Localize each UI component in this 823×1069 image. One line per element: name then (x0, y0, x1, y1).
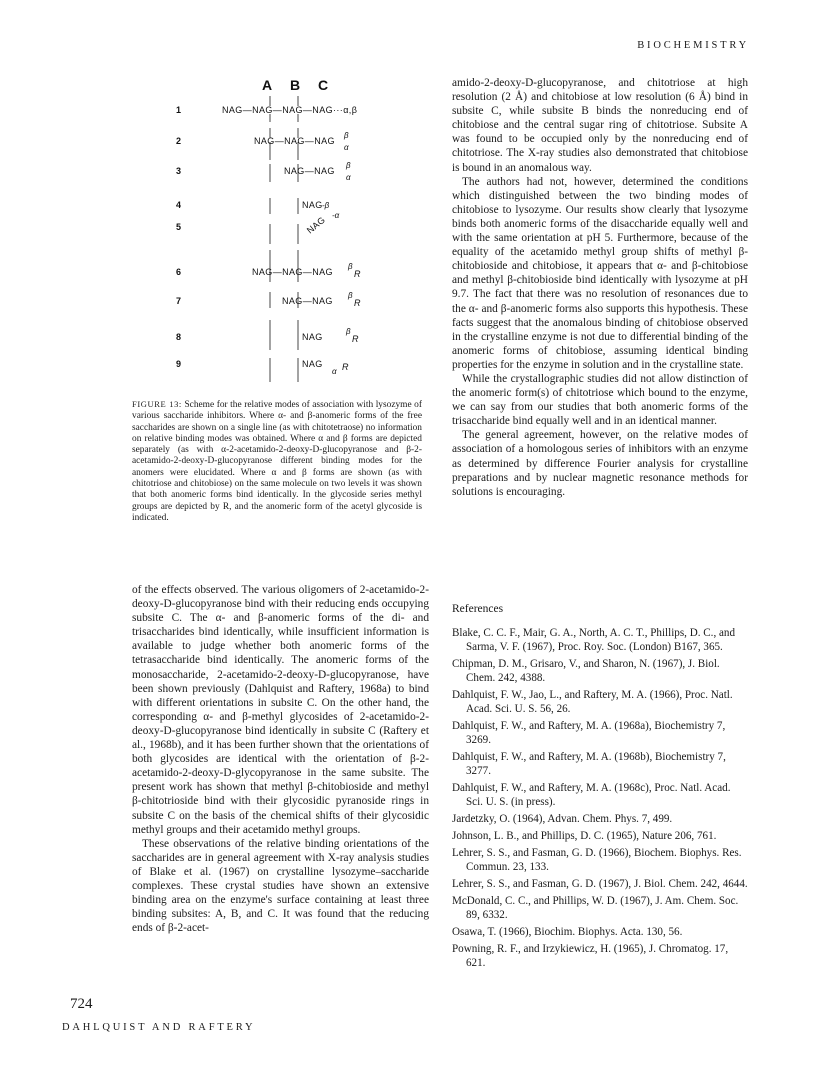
scheme-row-9: NAG (302, 359, 323, 369)
paragraph: The general agreement, however, on the relative modes of association of a homologous series of inhibitors with an enzyme as determined by difference Fourier analysis for crystalline preparations and by nuclear magnetic resonance methods for solutions is encouraging. (452, 429, 748, 498)
scheme-row-4: NAG (302, 200, 323, 210)
references-list (452, 626, 748, 973)
row-number: 4 (176, 200, 182, 210)
methyl-r-8: R (352, 334, 359, 344)
reference-item: Dahlquist, F. W., and Raftery, M. A. (1968c), Proc. Natl. Acad. Sci. U. S. (in press). (452, 782, 731, 808)
paragraph: of the effects observed. The various oligomers of 2-acetamido-2-deoxy-D-glucopyranose bind with their reducing ends occupying subsite C. The α- and β-anomeric forms of the di- and trisaccharides bind identically, while insufficient information is available to judge whether both anomeric forms of the tetrasaccharide bind identically. The anomeric forms of the monosaccharide, 2-acetamido-2-deoxy-D-glucopyranose, have been shown previously (Dahlquist and Raftery, 1968a) to bind with different orientations in subsite C. On the other hand, the corresponding α- and β-methyl glycosides of 2-acetamido-2-deoxy-D-glucopyranose bind identically in subsite C (Raftery et al., 1968b), and it has been further shown that the orientations of both glycosides are identical with the orientation of β-2-acetamido-2-deoxy-D-glycopyranose in the same subsite. The present work has shown that methyl β-chitobioside and methyl β-chitotrioside bind with their glycosidic pyranoside rings in subsite C on the basis of the chemical shifts of their glycosidic methyl groups and their acetamido methyl groups. (132, 584, 429, 836)
binding-scheme-figure (160, 70, 420, 400)
methyl-r-9: R (342, 362, 349, 372)
reference-item: Jardetzky, O. (1964), Advan. Chem. Phys. 7, 499. (452, 813, 673, 825)
reference-item: Chipman, D. M., Grisaro, V., and Sharon, N. (1967), J. Biol. Chem. 242, 4388. (452, 658, 720, 684)
reference-item: Johnson, L. B., and Phillips, D. C. (1965), Nature 206, 761. (452, 830, 717, 842)
anomer-alpha-3: α (346, 173, 351, 182)
row-number: 9 (176, 359, 182, 369)
subsite-label-c: C (318, 77, 329, 93)
caption-label: FIGURE 13: (132, 399, 182, 409)
page-number: 724 (70, 996, 93, 1012)
row-number: 8 (176, 332, 182, 342)
row-number: 6 (176, 267, 182, 277)
anomer-beta-6: β (348, 262, 353, 271)
paragraph: amido-2-deoxy-D-glucopyranose, and chitotriose at high resolution (2 Å) and chitobiose at low resolution (6 Å) bind in subsite C, while subsite B binds the nonreducing end of chitobiose and the central sugar ring of chitotriose. Subsite A was found to be occupied only by the nonreducing end of chitotriose. The X-ray studies also demonstrated that chitobiose is bound in an anomalous way. (452, 77, 748, 174)
scheme-row-1: NAG—NAG—NAG—NAG···α,β (222, 105, 358, 115)
row-number: 3 (176, 166, 182, 176)
reference-item: Lehrer, S. S., and Fasman, G. D. (1966), Biochem. Biophys. Res. Commun. 23, 133. (452, 847, 742, 873)
scheme-row-3: NAG—NAG (284, 166, 335, 176)
anomer-alpha-5: -α (332, 211, 340, 220)
right-column (452, 76, 748, 499)
row-number: 5 (176, 222, 182, 232)
paragraph: These observations of the relative binding orientations of the saccharides are in general agreement with X-ray analysis studies of Blake et al. (1967) on crystalline lysozyme–saccharide complexes. These crystal studies have shown an extensive binding area on the enzyme's surface containing at least three binding subsites: A, B, and C. It was found that the reducing ends of β-2-acet- (132, 837, 429, 935)
anomer-beta-4: -β (322, 201, 330, 210)
subsite-label-a: A (262, 77, 273, 93)
row-number: 1 (176, 105, 182, 115)
anomer-beta-3: β (346, 161, 351, 170)
reference-item: Dahlquist, F. W., and Raftery, M. A. (1968b), Biochemistry 7, 3277. (452, 751, 726, 777)
scheme-row-5: NAG (304, 214, 328, 236)
reference-item: Blake, C. C. F., Mair, G. A., North, A. C. T., Phillips, D. C., and Sarma, V. F. (1967), Proc. Roy. Soc. (London) B167, 365. (452, 627, 736, 653)
running-foot: DAHLQUIST AND RAFTERY (62, 1022, 256, 1033)
paragraph: While the crystallographic studies did not allow distinction of the anomeric form(s) of chitotriose which bound to the enzyme, we can say from our studies that both anomeric forms of the trisaccharide bind equally well and in an identical manner. (452, 372, 748, 428)
scheme-row-7: NAG—NAG (282, 296, 333, 306)
anomer-alpha-9: α (332, 367, 337, 376)
anomer-beta-7: β (348, 291, 353, 300)
scheme-row-2: NAG—NAG—NAG (254, 136, 335, 146)
reference-item: Osawa, T. (1966), Biochim. Biophys. Acta. 130, 56. (452, 926, 683, 938)
anomer-alpha-2: α (344, 143, 349, 152)
reference-item: McDonald, C. C., and Phillips, W. D. (1967), J. Am. Chem. Soc. 89, 6332. (452, 895, 739, 921)
caption-text: Scheme for the relative modes of association with lysozyme of various saccharide inhibitors. Where α- and β-anomeric forms of the free saccharides are shown on a single line (as with chitotetraose) no information on relative binding modes was obtained. Where α and β forms are depicted separately (as with α-2-acetamido-2-deoxy-D-glucopyranose and β-2-acetamido-2-deoxy-D-glucopyranose different binding modes for the anomers were elucidated. Where α and β forms are shown (as with chitotriose and chitobiose) on the same molecule on two levels it was shown that both anomeric forms bind identically. In the glycoside series methyl groups are depicted by R, and the anomeric form of the acetyl glycoside is indicated. (132, 400, 422, 523)
anomer-beta-8: β (346, 327, 351, 336)
paragraph: The authors had not, however, determined the conditions which distinguished between the two binding modes of chitobiose to lysozyme. Our results show clearly that lysozyme binds both anomeric forms of the disaccharide equally well and with the same orientation at pH 5. Furthermore, because of the equality of the acetamido methyl group shifts of methyl β-chitobioside and chitobiose, it appears that α- and β-chitobiose and methyl β-chitobioside bind identically with lysozyme at pH 9.7. The fact that there was no resolution of resonances due to the α- and β-anomeric forms also supports this hypothesis. These facts suggest that the anomalous binding of chitobiose observed in the crystalline enzyme is not due to differential binding of the anomeric forms of chitobiose, assuming identical binding properties for the enzyme in solution and in the crystalline state. (452, 175, 748, 371)
reference-item: Lehrer, S. S., and Fasman, G. D. (1967), J. Biol. Chem. 242, 4644. (452, 878, 748, 890)
running-head: BIOCHEMISTRY (637, 40, 749, 51)
reference-item: Powning, R. F., and Irzykiewicz, H. (1965), J. Chromatog. 17, 621. (452, 943, 729, 969)
reference-item: Dahlquist, F. W., Jao, L., and Raftery, M. A. (1966), Proc. Natl. Acad. Sci. U. S. 56, 26. (452, 689, 733, 715)
subsite-label-b: B (290, 77, 301, 93)
figure-caption (132, 399, 422, 524)
row-number: 2 (176, 136, 182, 146)
methyl-r-6: R (354, 269, 361, 279)
reference-item: Dahlquist, F. W., and Raftery, M. A. (1968a), Biochemistry 7, 3269. (452, 720, 726, 746)
left-column (132, 583, 429, 935)
row-number: 7 (176, 296, 182, 306)
methyl-r-7: R (354, 298, 361, 308)
anomer-beta-2: β (344, 131, 349, 140)
scheme-row-6: NAG—NAG—NAG (252, 267, 333, 277)
references-heading: References (452, 603, 504, 615)
scheme-row-8: NAG (302, 332, 323, 342)
